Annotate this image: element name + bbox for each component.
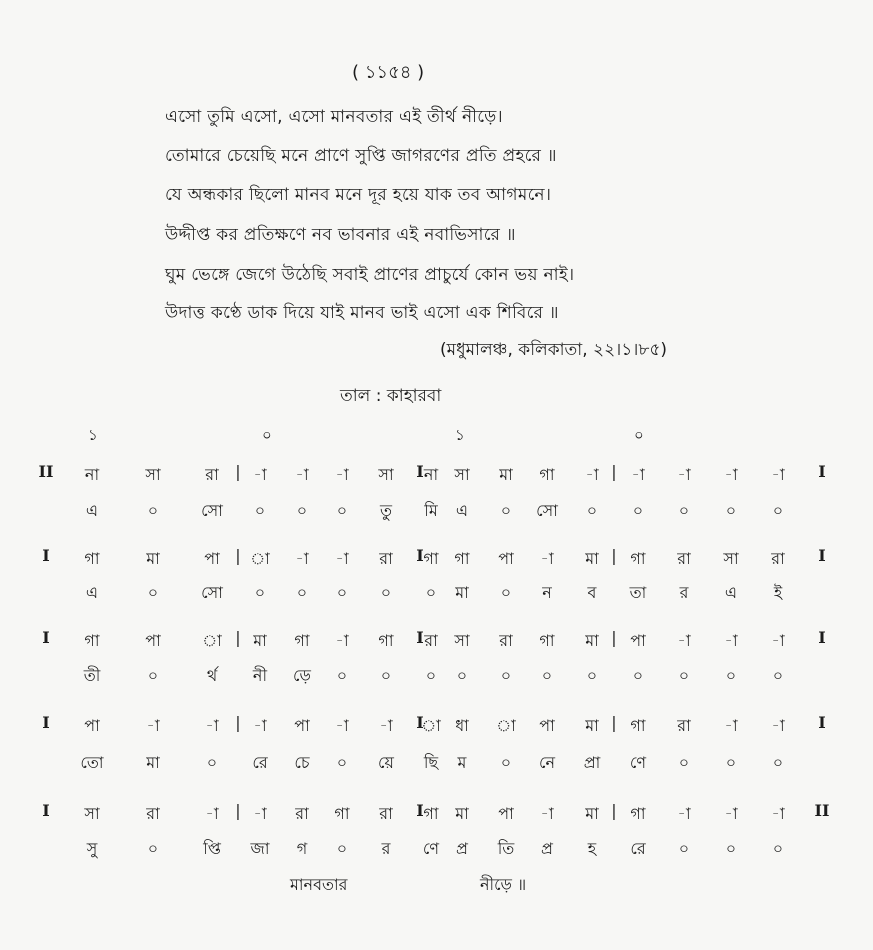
beat-divider: | bbox=[235, 628, 241, 647]
swara-row bbox=[0, 628, 873, 658]
swara-note: -া bbox=[295, 465, 309, 484]
verse-line-5: ঘুম ভেঙ্গে জেগে উঠেছি সবাই প্রাণের প্রাচুর্যে কোন ভয় নাই। bbox=[165, 265, 575, 285]
lyric-syllable: ০ bbox=[456, 666, 468, 685]
swara-note: সা bbox=[84, 804, 100, 823]
beat-divider: | bbox=[235, 546, 241, 565]
taal-heading: তাল : কাহারবা bbox=[340, 386, 442, 406]
end-bar: I bbox=[818, 546, 826, 565]
lyric-syllable: ড়ে bbox=[293, 666, 311, 685]
lyric-syllable: সো bbox=[536, 501, 558, 520]
lyric-syllable: ০ bbox=[772, 839, 784, 858]
swara-note: গা bbox=[539, 631, 555, 650]
mid-bar: I bbox=[416, 462, 424, 481]
beat-marker-3: ১ bbox=[455, 426, 465, 444]
swara-note: -া bbox=[205, 804, 219, 823]
swara-note: রা bbox=[424, 631, 438, 650]
swara-note: পা bbox=[145, 631, 161, 650]
lyric-syllable: এ bbox=[85, 501, 99, 520]
swara-note: -া bbox=[146, 716, 160, 735]
verse-line-4: উদ্দীপ্ত কর প্রতিক্ষণে নব ভাবনার এই নবাভিসারে ॥ bbox=[165, 225, 516, 245]
end-bar: II bbox=[814, 801, 830, 820]
swara-note: রা bbox=[677, 716, 691, 735]
mid-bar: I bbox=[416, 628, 424, 647]
lyric-syllable: ০ bbox=[336, 501, 348, 520]
verse-line-1: এসো তুমি এসো, এসো মানবতার এই তীর্থ নীড়ে। bbox=[165, 107, 503, 127]
swara-note: -া bbox=[540, 549, 554, 568]
swara-note: গা bbox=[454, 549, 470, 568]
lyric-syllable: ০ bbox=[336, 753, 348, 772]
swara-note: গা bbox=[84, 549, 100, 568]
swara-note: পা bbox=[539, 716, 555, 735]
lyric-syllable: ছি bbox=[423, 753, 439, 772]
swara-note: -া bbox=[379, 716, 393, 735]
swara-note: রা bbox=[677, 549, 691, 568]
swara-note: -া bbox=[724, 631, 738, 650]
verse-line-3: যে অন্ধকার ছিলো মানব মনে দূর হয়ে যাক তব আগমনে। bbox=[165, 185, 552, 205]
swara-note: -া bbox=[540, 804, 554, 823]
beat-divider: | bbox=[235, 801, 241, 820]
mid-bar: I bbox=[416, 801, 424, 820]
swara-note: মা bbox=[585, 716, 599, 735]
lyric-syllable: এ bbox=[85, 583, 99, 602]
swara-note: রা bbox=[295, 804, 309, 823]
lyric-syllable: রে bbox=[252, 753, 268, 772]
beat-divider: | bbox=[611, 462, 617, 481]
swara-note: গা bbox=[378, 631, 394, 650]
lyric-syllable: ০ bbox=[586, 501, 598, 520]
swara-note: পা bbox=[204, 549, 220, 568]
lyric-syllable: ০ bbox=[772, 501, 784, 520]
lyric-syllable: ০ bbox=[632, 666, 644, 685]
swara-note: রা bbox=[379, 549, 393, 568]
lyric-syllable: ০ bbox=[380, 666, 392, 685]
swara-note: না bbox=[84, 465, 100, 484]
end-bar: I bbox=[818, 713, 826, 732]
swara-note: সা bbox=[378, 465, 394, 484]
start-bar: I bbox=[42, 628, 50, 647]
lyric-syllable: এ bbox=[724, 583, 738, 602]
swara-note: রা bbox=[379, 804, 393, 823]
swara-note: মা bbox=[499, 465, 513, 484]
lyric-syllable: ০ bbox=[254, 583, 266, 602]
lyric-syllable: ০ bbox=[678, 666, 690, 685]
swara-note: -া bbox=[295, 549, 309, 568]
swara-note: -া bbox=[771, 465, 785, 484]
swara-note: গা bbox=[539, 465, 555, 484]
swara-note: -া bbox=[335, 631, 349, 650]
swara-note: রা bbox=[771, 549, 785, 568]
swara-note: গা bbox=[294, 631, 310, 650]
swara-note: া bbox=[496, 716, 516, 735]
beat-divider: | bbox=[611, 628, 617, 647]
lyric-syllable: ০ bbox=[296, 583, 308, 602]
swara-note: -া bbox=[724, 804, 738, 823]
swara-note: -া bbox=[724, 716, 738, 735]
lyric-syllable: ০ bbox=[500, 501, 512, 520]
swara-note: -া bbox=[335, 549, 349, 568]
swara-note: গা bbox=[630, 716, 646, 735]
swara-note: মা bbox=[585, 549, 599, 568]
swara-note: ধা bbox=[455, 716, 469, 735]
swara-note: সা bbox=[454, 631, 470, 650]
page-number: ( ১১৫৪ ) bbox=[352, 62, 425, 83]
swara-note: গা bbox=[630, 804, 646, 823]
swara-note: মা bbox=[585, 804, 599, 823]
lyric-syllable: ০ bbox=[772, 753, 784, 772]
lyric-syllable: মি bbox=[424, 501, 438, 520]
lyric-syllable: তী bbox=[83, 666, 101, 685]
start-bar: I bbox=[42, 801, 50, 820]
swara-note: পা bbox=[630, 631, 646, 650]
lyric-row bbox=[0, 663, 873, 693]
lyric-syllable: ০ bbox=[206, 753, 218, 772]
lyric-syllable: ০ bbox=[772, 666, 784, 685]
swara-note: -া bbox=[253, 804, 267, 823]
swara-note: পা bbox=[498, 804, 514, 823]
lyric-syllable: ০ bbox=[147, 583, 159, 602]
lyric-row bbox=[0, 750, 873, 780]
swara-note: -া bbox=[724, 465, 738, 484]
lyric-syllable: প্র bbox=[456, 839, 468, 858]
swara-note: -া bbox=[253, 465, 267, 484]
lyric-syllable: ০ bbox=[336, 583, 348, 602]
lyric-syllable: ০ bbox=[725, 753, 737, 772]
swara-note: -া bbox=[677, 804, 691, 823]
lyric-syllable: ০ bbox=[500, 666, 512, 685]
lyric-syllable: ণে bbox=[629, 753, 647, 772]
lyric-syllable: র bbox=[679, 583, 689, 602]
mid-bar: I bbox=[416, 713, 424, 732]
beat-marker-1: ১ bbox=[88, 426, 98, 444]
lyric-syllable: ০ bbox=[541, 666, 553, 685]
swara-note: সা bbox=[454, 465, 470, 484]
swara-note: গা bbox=[84, 631, 100, 650]
lyric-syllable: ০ bbox=[147, 501, 159, 520]
swara-note: মা bbox=[253, 631, 267, 650]
swara-row bbox=[0, 462, 873, 492]
lyric-syllable: ম bbox=[457, 753, 467, 772]
lyric-syllable: হ bbox=[587, 839, 597, 858]
swara-row bbox=[0, 713, 873, 743]
swara-note: -া bbox=[205, 716, 219, 735]
lyric-syllable: গ bbox=[296, 839, 308, 858]
swara-note: গা bbox=[423, 804, 439, 823]
swara-note: রা bbox=[499, 631, 513, 650]
lyric-syllable: সো bbox=[201, 583, 223, 602]
beat-divider: | bbox=[611, 713, 617, 732]
lyric-syllable: তো bbox=[80, 753, 104, 772]
swara-note: া bbox=[421, 716, 441, 735]
lyric-syllable: ০ bbox=[147, 666, 159, 685]
lyric-syllable: ০ bbox=[725, 666, 737, 685]
lyric-syllable: ০ bbox=[296, 501, 308, 520]
lyric-syllable: য়ে bbox=[378, 753, 394, 772]
swara-note: সা bbox=[723, 549, 739, 568]
lyric-syllable: সো bbox=[201, 501, 223, 520]
swara-note: রা bbox=[205, 465, 219, 484]
swara-note: -া bbox=[631, 465, 645, 484]
swara-note: মা bbox=[455, 804, 469, 823]
start-bar: I bbox=[42, 546, 50, 565]
lyric-syllable: ০ bbox=[500, 753, 512, 772]
lyric-syllable: তা bbox=[629, 583, 647, 602]
swara-note: -া bbox=[335, 716, 349, 735]
lyric-syllable: ব bbox=[587, 583, 597, 602]
swara-note: সা bbox=[145, 465, 161, 484]
end-bar: I bbox=[818, 628, 826, 647]
lyric-syllable: প্র bbox=[541, 839, 553, 858]
beat-divider: | bbox=[235, 462, 241, 481]
swara-note: রা bbox=[146, 804, 160, 823]
lyric-syllable: ০ bbox=[425, 583, 437, 602]
lyric-syllable: রে bbox=[630, 839, 646, 858]
lyric-row bbox=[0, 498, 873, 528]
swara-row bbox=[0, 801, 873, 831]
swara-note: -া bbox=[677, 631, 691, 650]
lyric-syllable: মা bbox=[146, 753, 160, 772]
lyric-syllable: তু bbox=[379, 501, 393, 520]
lyric-syllable: র্থ bbox=[206, 666, 218, 685]
mid-bar: I bbox=[416, 546, 424, 565]
lyric-syllable: ০ bbox=[425, 666, 437, 685]
beat-marker-4: ০ bbox=[634, 426, 644, 444]
lyric-syllable: চে bbox=[294, 753, 310, 772]
swara-note: -া bbox=[771, 804, 785, 823]
lyric-syllable: ০ bbox=[500, 583, 512, 602]
swara-note: গা bbox=[423, 549, 439, 568]
lyric-syllable: এ bbox=[455, 501, 469, 520]
footer-word-left: মানবতার bbox=[290, 875, 348, 894]
lyric-syllable: ০ bbox=[147, 839, 159, 858]
attribution: (মধুমালঞ্চ, কলিকাতা, ২২।১।৮৫) bbox=[440, 340, 668, 360]
lyric-syllable: জা bbox=[250, 839, 270, 858]
verse-line-2: তোমারে চেয়েছি মনে প্রাণে সুপ্তি জাগরণের প্রতি প্রহরে ॥ bbox=[165, 146, 557, 166]
lyric-syllable: সু bbox=[86, 839, 98, 858]
lyric-syllable: ০ bbox=[336, 839, 348, 858]
lyric-syllable: তি bbox=[497, 839, 515, 858]
lyric-syllable: ণে bbox=[422, 839, 440, 858]
lyric-syllable: ০ bbox=[678, 501, 690, 520]
swara-note: -া bbox=[335, 465, 349, 484]
lyric-syllable: নী bbox=[252, 666, 268, 685]
lyric-syllable: প্তি bbox=[203, 839, 221, 858]
swara-note: -া bbox=[771, 716, 785, 735]
lyric-syllable: প্রা bbox=[583, 753, 601, 772]
swara-note: া bbox=[250, 549, 270, 568]
swara-note: পা bbox=[498, 549, 514, 568]
beat-divider: | bbox=[235, 713, 241, 732]
start-bar: II bbox=[38, 462, 54, 481]
lyric-syllable: ন bbox=[542, 583, 552, 602]
lyric-syllable: ০ bbox=[254, 501, 266, 520]
swara-row bbox=[0, 546, 873, 576]
end-bar: I bbox=[818, 462, 826, 481]
swara-note: -া bbox=[771, 631, 785, 650]
lyric-row bbox=[0, 836, 873, 866]
swara-note: -া bbox=[677, 465, 691, 484]
swara-note: া bbox=[202, 631, 222, 650]
lyric-syllable: ০ bbox=[632, 501, 644, 520]
swara-note: পা bbox=[294, 716, 310, 735]
swara-note: মা bbox=[585, 631, 599, 650]
lyric-syllable: নে bbox=[538, 753, 556, 772]
lyric-syllable: ০ bbox=[678, 839, 690, 858]
lyric-syllable: ০ bbox=[336, 666, 348, 685]
swara-note: গা bbox=[630, 549, 646, 568]
lyric-syllable: ০ bbox=[586, 666, 598, 685]
swara-note: -া bbox=[585, 465, 599, 484]
swara-note: না bbox=[423, 465, 439, 484]
lyric-syllable: মা bbox=[455, 583, 469, 602]
start-bar: I bbox=[42, 713, 50, 732]
lyric-syllable: ০ bbox=[725, 839, 737, 858]
swara-note: পা bbox=[84, 716, 100, 735]
lyric-syllable: ই bbox=[773, 583, 783, 602]
footer-word-right: নীড়ে ॥ bbox=[480, 875, 527, 894]
lyric-row bbox=[0, 580, 873, 610]
beat-divider: | bbox=[611, 801, 617, 820]
verse-line-6: উদাত্ত কণ্ঠে ডাক দিয়ে যাই মানব ভাই এসো এক শিবিরে ॥ bbox=[165, 303, 559, 323]
swara-note: গা bbox=[334, 804, 350, 823]
lyric-syllable: ০ bbox=[678, 753, 690, 772]
lyric-syllable: ০ bbox=[380, 583, 392, 602]
swara-note: -া bbox=[253, 716, 267, 735]
swara-note: মা bbox=[146, 549, 160, 568]
beat-marker-2: ০ bbox=[262, 426, 272, 444]
beat-divider: | bbox=[611, 546, 617, 565]
lyric-syllable: ০ bbox=[725, 501, 737, 520]
lyric-syllable: র bbox=[381, 839, 391, 858]
